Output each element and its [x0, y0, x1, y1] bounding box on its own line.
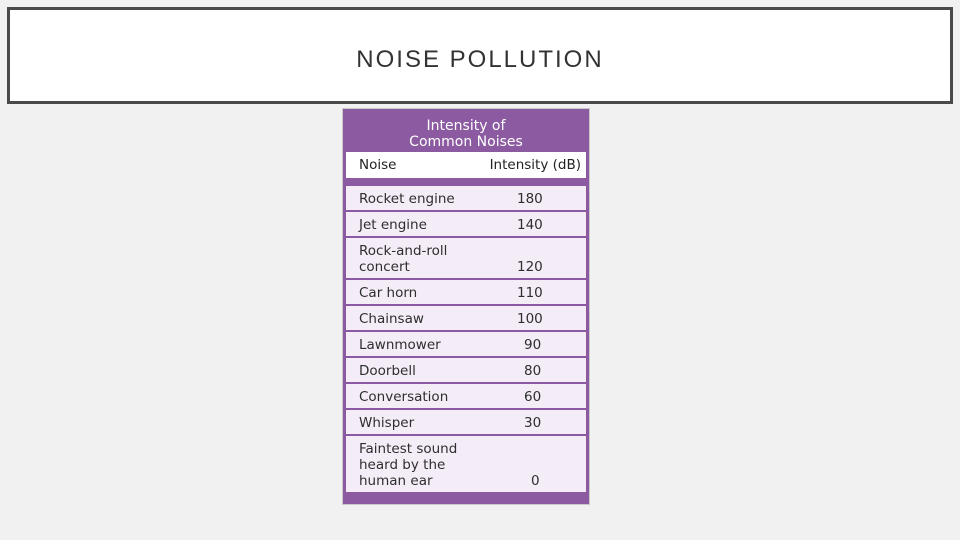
table-header — [346, 152, 586, 178]
slide-title: NOISE POLLUTION — [356, 46, 604, 73]
table-row — [346, 332, 586, 358]
intensity-cell: 180 — [517, 191, 543, 207]
intensity-cell: 90 — [524, 337, 542, 353]
intensity-cell: 100 — [517, 311, 543, 327]
noise-cell: Lawnmower — [359, 337, 441, 353]
noise-cell: Faintest sound heard by the human ear — [359, 441, 458, 489]
slide-title-box — [7, 7, 953, 104]
noise-cell: Car horn — [359, 285, 418, 301]
noise-cell: Rock-and-roll concert — [359, 243, 448, 275]
table-row — [346, 384, 586, 410]
intensity-cell: 60 — [524, 389, 542, 405]
table-row — [346, 306, 586, 332]
intensity-cell: 30 — [524, 415, 542, 431]
table-row — [346, 186, 586, 212]
figure-heading-line1: Intensity of — [426, 118, 506, 134]
noise-cell: Whisper — [359, 415, 415, 431]
intensity-cell: 110 — [517, 285, 543, 301]
table-row — [346, 280, 586, 306]
noise-cell: Jet engine — [359, 217, 427, 233]
table-row — [346, 212, 586, 238]
intensity-cell: 0 — [531, 473, 540, 489]
table-body — [346, 186, 586, 494]
noise-table — [346, 152, 586, 494]
noise-cell: Doorbell — [359, 363, 416, 379]
intensity-cell: 120 — [517, 259, 543, 275]
intensity-cell: 140 — [517, 217, 543, 233]
figure-heading-line2: Common Noises — [409, 134, 523, 150]
column-header-intensity: Intensity (dB) — [489, 157, 581, 173]
table-row — [346, 238, 586, 280]
table-row — [346, 358, 586, 384]
column-header-noise: Noise — [359, 157, 397, 173]
table-row — [346, 410, 586, 436]
noise-cell: Conversation — [359, 389, 449, 405]
noise-intensity-figure — [342, 108, 590, 505]
header-divider — [346, 178, 586, 186]
intensity-cell: 80 — [524, 363, 542, 379]
noise-cell: Rocket engine — [359, 191, 455, 207]
table-row — [346, 436, 586, 494]
noise-cell: Chainsaw — [359, 311, 424, 327]
figure-heading — [343, 118, 589, 150]
